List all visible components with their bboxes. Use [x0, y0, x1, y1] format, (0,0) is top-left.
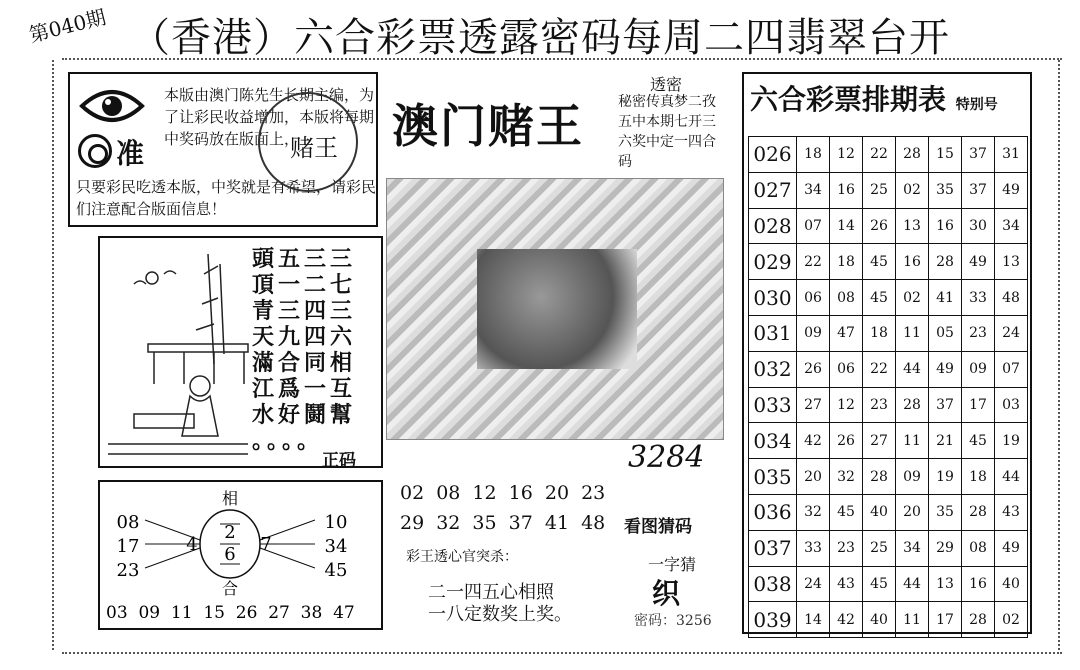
number-cell: 25: [863, 530, 896, 566]
number-cell: 18: [863, 315, 896, 351]
table-row: [749, 530, 1028, 566]
eye-icon: [78, 84, 146, 128]
table-row: [749, 244, 1028, 280]
number-cell: 21: [929, 423, 962, 459]
number-cell: 23: [830, 530, 863, 566]
handwritten-number: 3284: [628, 440, 705, 475]
period-cell: 033: [749, 387, 797, 423]
number-cell: 32: [830, 459, 863, 495]
guess-label: 看图猜码: [624, 517, 692, 537]
number-cell: 44: [896, 351, 929, 387]
period-cell: 026: [749, 137, 797, 173]
table-row: [749, 387, 1028, 423]
number-cell: 23: [863, 387, 896, 423]
collage-photo: [386, 178, 724, 440]
number-cell: 41: [929, 280, 962, 316]
schedule-table: [748, 136, 1028, 638]
table-row: [749, 137, 1028, 173]
number-cell: 19: [995, 423, 1028, 459]
number-cell: 11: [896, 602, 929, 638]
one-char-guess-label: 一字猜: [648, 555, 697, 574]
number-cell: 28: [962, 602, 995, 638]
intro-panel: [68, 72, 378, 227]
number-cell: 33: [797, 530, 830, 566]
number-line-1: 02 08 12 16 20 23: [400, 482, 606, 504]
number-cell: 17: [962, 387, 995, 423]
number-cell: 49: [995, 530, 1028, 566]
decorative-border-right: [1058, 60, 1064, 650]
dial-center-1: 2: [224, 522, 236, 543]
period-cell: 027: [749, 172, 797, 208]
table-row: [749, 351, 1028, 387]
number-cell: 13: [995, 244, 1028, 280]
number-cell: 33: [962, 280, 995, 316]
dial-bottom: 合: [221, 579, 239, 598]
number-cell: 29: [929, 530, 962, 566]
number-cell: 45: [962, 423, 995, 459]
number-cell: 08: [830, 280, 863, 316]
number-cell: 11: [896, 315, 929, 351]
number-cell: 22: [863, 137, 896, 173]
secret-panel: [614, 70, 724, 176]
period-cell: 031: [749, 315, 797, 351]
number-cell: 49: [995, 172, 1028, 208]
number-cell: 45: [863, 566, 896, 602]
number-cell: 27: [863, 423, 896, 459]
period-cell: 037: [749, 530, 797, 566]
number-cell: 44: [896, 566, 929, 602]
number-cell: 37: [929, 387, 962, 423]
number-cell: 45: [863, 244, 896, 280]
dial-left-1: 08: [116, 512, 140, 533]
number-cell: 45: [863, 280, 896, 316]
dial-right-2: 34: [324, 536, 348, 557]
table-row: [749, 172, 1028, 208]
table-title: [750, 78, 998, 118]
schedule-table-panel: [742, 72, 1032, 634]
poem-text: 頭五三三 頂一二七 青三四三 天九四六 滿合同相 江爲一互 水好鬪幫 。。。。: [252, 246, 357, 454]
number-cell: 42: [797, 423, 830, 459]
number-cell: 25: [863, 172, 896, 208]
number-cell: 12: [830, 387, 863, 423]
number-cell: 06: [830, 351, 863, 387]
number-cell: 30: [962, 208, 995, 244]
number-cell: 16: [896, 244, 929, 280]
number-cell: 37: [962, 137, 995, 173]
number-cell: 24: [995, 315, 1028, 351]
lady-illustration: [104, 244, 252, 466]
number-cell: 45: [830, 494, 863, 530]
stamp-text: 赌王: [290, 134, 338, 162]
numbers-phrase: 二一四五心相照 一八定数奖上奖。: [428, 582, 572, 625]
number-cell: 48: [995, 280, 1028, 316]
number-cell: 06: [797, 280, 830, 316]
poem-caption: 正码: [322, 451, 356, 471]
number-cell: 49: [962, 244, 995, 280]
number-cell: 40: [863, 494, 896, 530]
period-cell: 029: [749, 244, 797, 280]
number-cell: 43: [995, 494, 1028, 530]
period-cell: 035: [749, 459, 797, 495]
number-cell: 40: [863, 602, 896, 638]
table-row: [749, 459, 1028, 495]
number-cell: 34: [896, 530, 929, 566]
number-cell: 16: [830, 172, 863, 208]
number-cell: 28: [896, 137, 929, 173]
number-cell: 07: [797, 208, 830, 244]
number-cell: 08: [962, 530, 995, 566]
number-cell: 09: [896, 459, 929, 495]
table-row: [749, 566, 1028, 602]
period-cell: 036: [749, 494, 797, 530]
dial-right-1: 10: [324, 512, 348, 533]
number-cell: 28: [863, 459, 896, 495]
number-cell: 49: [929, 351, 962, 387]
number-cell: 03: [995, 387, 1028, 423]
secret-text: 秘密传真梦二孜五中本期七开三六奖中定一四合码: [618, 94, 716, 170]
decorative-border-left: [52, 60, 58, 650]
number-cell: 37: [962, 172, 995, 208]
number-cell: 20: [797, 459, 830, 495]
decorative-border-bottom: [62, 652, 1062, 660]
number-cell: 35: [929, 172, 962, 208]
table-title-text: 六合彩票排期表: [750, 83, 947, 116]
dial-right-mid: 7: [260, 534, 272, 555]
number-cell: 26: [830, 423, 863, 459]
poem-panel: [98, 236, 383, 471]
number-cell: 15: [929, 137, 962, 173]
dial-top: 相: [221, 489, 239, 508]
numbers-panel: [386, 472, 616, 632]
number-cell: 17: [929, 602, 962, 638]
number-cell: 22: [863, 351, 896, 387]
number-line-2: 29 32 35 37 41 48: [400, 512, 606, 534]
number-cell: 16: [962, 566, 995, 602]
table-title-tag: 特别号: [955, 97, 998, 113]
number-cell: 28: [962, 494, 995, 530]
period-cell: 028: [749, 208, 797, 244]
target-icon: [78, 134, 112, 168]
period-cell: 034: [749, 423, 797, 459]
number-cell: 24: [797, 566, 830, 602]
number-cell: 18: [797, 137, 830, 173]
guess-character: 织: [652, 577, 681, 610]
number-cell: 42: [830, 602, 863, 638]
dial-right-3: 45: [324, 560, 348, 581]
guess-panel: [618, 440, 726, 635]
number-cell: 28: [896, 387, 929, 423]
table-row: [749, 494, 1028, 530]
number-cell: 13: [896, 208, 929, 244]
secret-code: 密码：3256: [634, 613, 712, 629]
seal-stamp: [258, 92, 358, 192]
intro-text-2: 只要彩民吃透本版，中奖就是有希望，请彩民们注意配合版面信息！: [76, 178, 377, 218]
number-cell: 14: [797, 602, 830, 638]
number-cell: 05: [929, 315, 962, 351]
number-cell: 19: [929, 459, 962, 495]
number-cell: 32: [797, 494, 830, 530]
zhun-label: 准: [116, 137, 145, 170]
period-cell: 038: [749, 566, 797, 602]
dial-center-2: 6: [224, 544, 236, 565]
number-cell: 12: [830, 137, 863, 173]
table-row: [749, 602, 1028, 638]
intro-text: 本版由澳门陈先生长期主编，为了让彩民收益增加，本版将每期中奖码放在版面上，: [164, 86, 375, 148]
number-cell: 09: [962, 351, 995, 387]
dial-left-3: 23: [116, 560, 140, 581]
table-row: [749, 208, 1028, 244]
secret-title: 透密: [650, 75, 683, 94]
table-row: [749, 315, 1028, 351]
period-cell: 032: [749, 351, 797, 387]
table-row: [749, 280, 1028, 316]
number-cell: 07: [995, 351, 1028, 387]
number-cell: 23: [962, 315, 995, 351]
number-cell: 13: [929, 566, 962, 602]
number-cell: 31: [995, 137, 1028, 173]
number-cell: 02: [896, 280, 929, 316]
number-cell: 47: [830, 315, 863, 351]
number-cell: 26: [863, 208, 896, 244]
table-row: [749, 423, 1028, 459]
number-cell: 11: [896, 423, 929, 459]
number-cell: 43: [830, 566, 863, 602]
number-cell: 14: [830, 208, 863, 244]
number-cell: 20: [896, 494, 929, 530]
dial-left-2: 17: [116, 536, 140, 557]
title-panel: [384, 70, 610, 176]
number-cell: 35: [929, 494, 962, 530]
dial-panel: [98, 480, 383, 630]
big-title: 澳门赌王: [392, 99, 584, 153]
number-cell: 16: [929, 208, 962, 244]
number-cell: 34: [995, 208, 1028, 244]
number-cell: 27: [797, 387, 830, 423]
number-cell: 02: [896, 172, 929, 208]
period-cell: 039: [749, 602, 797, 638]
issue-number: 第040期: [26, 4, 109, 48]
page-headline: （香港）六合彩票透露密码每周二四翡翠台开: [130, 15, 950, 61]
number-cell: 18: [830, 244, 863, 280]
decorative-border-top: [62, 58, 1062, 66]
number-cell: 26: [797, 351, 830, 387]
period-cell: 030: [749, 280, 797, 316]
number-cell: 02: [995, 602, 1028, 638]
number-cell: 44: [995, 459, 1028, 495]
dial-bottom-row: 03 09 11 15 26 27 38 47: [106, 603, 355, 623]
number-cell: 34: [797, 172, 830, 208]
number-cell: 28: [929, 244, 962, 280]
portrait-image: [477, 249, 637, 369]
numbers-note: 彩王透心官突杀：: [406, 549, 518, 565]
number-cell: 18: [962, 459, 995, 495]
number-cell: 09: [797, 315, 830, 351]
number-cell: 40: [995, 566, 1028, 602]
dial-left-mid: 4: [186, 534, 198, 555]
number-cell: 22: [797, 244, 830, 280]
dial-diagram: [100, 482, 381, 628]
